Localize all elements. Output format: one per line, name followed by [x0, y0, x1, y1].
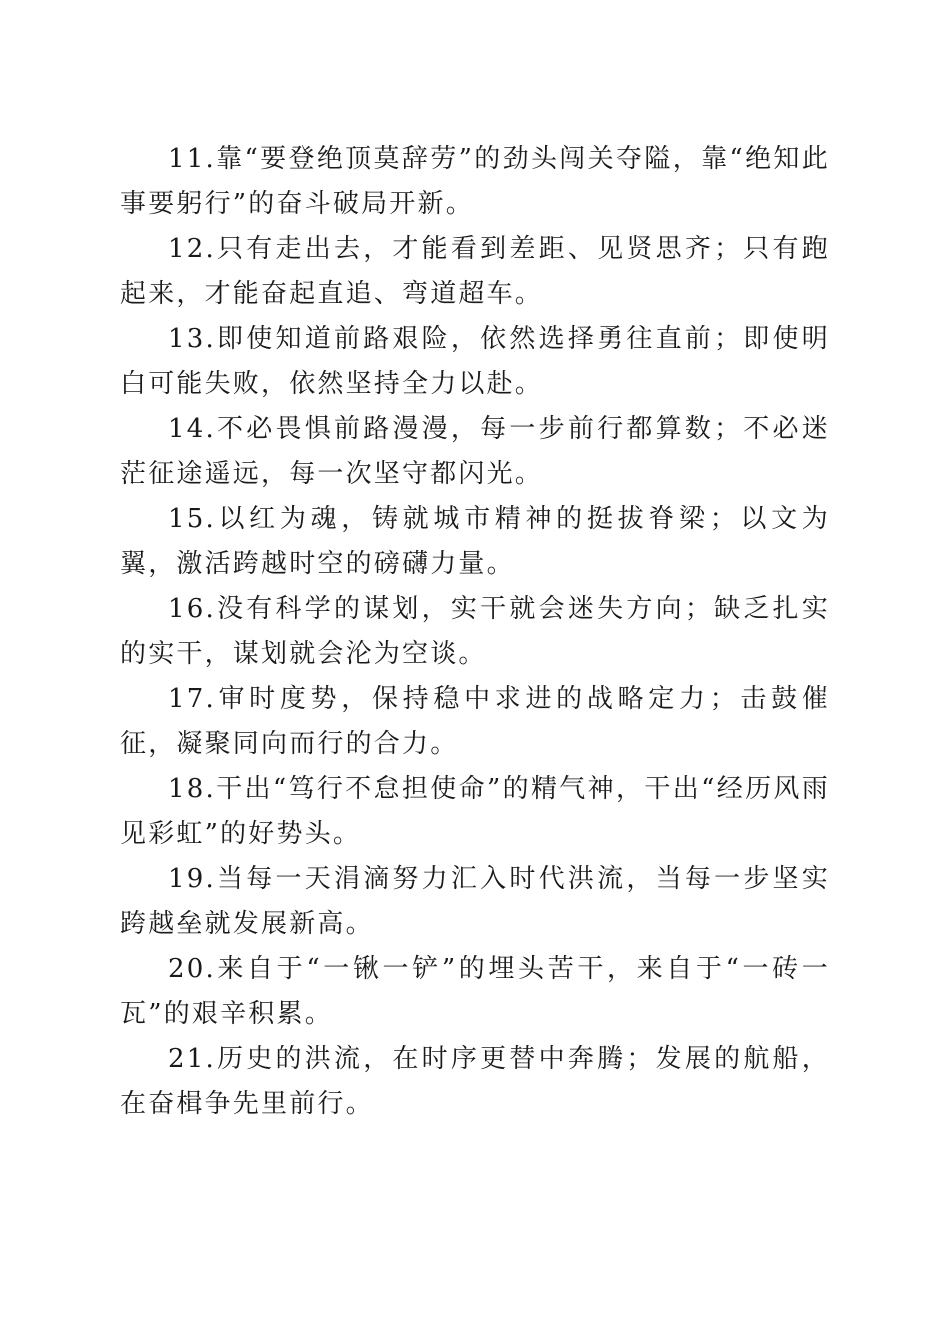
document-body	[120, 137, 830, 1127]
paragraph-17: 17.审时度势，保持稳中求进的战略定力；击鼓催征，凝聚同向而行的合力。	[120, 684, 830, 759]
paragraph-11: 11.靠“要登绝顶莫辞劳”的劲头闯关夺隘，靠“绝知此事要躬行”的奋斗破局开新。	[120, 144, 830, 219]
paragraph-13: 13.即使知道前路艰险，依然选择勇往直前；即使明白可能失败，依然坚持全力以赴。	[120, 324, 830, 399]
paragraph-21: 21.历史的洪流，在时序更替中奔腾；发展的航船，在奋楫争先里前行。	[120, 1044, 830, 1119]
paragraph-20: 20.来自于“一锹一铲”的埋头苦干，来自于“一砖一瓦”的艰辛积累。	[120, 954, 830, 1029]
paragraph-12: 12.只有走出去，才能看到差距、见贤思齐；只有跑起来，才能奋起直追、弯道超车。	[120, 234, 830, 309]
paragraph-19: 19.当每一天涓滴努力汇入时代洪流，当每一步坚实跨越垒就发展新高。	[120, 864, 830, 939]
paragraph-16: 16.没有科学的谋划，实干就会迷失方向；缺乏扎实的实干，谋划就会沦为空谈。	[120, 594, 830, 669]
paragraph-18: 18.干出“笃行不怠担使命”的精气神，干出“经历风雨见彩虹”的好势头。	[120, 774, 830, 849]
paragraph-15: 15.以红为魂，铸就城市精神的挺拔脊梁；以文为翼，激活跨越时空的磅礴力量。	[120, 504, 830, 579]
paragraph-14: 14.不必畏惧前路漫漫，每一步前行都算数；不必迷茫征途遥远，每一次坚守都闪光。	[120, 414, 830, 489]
